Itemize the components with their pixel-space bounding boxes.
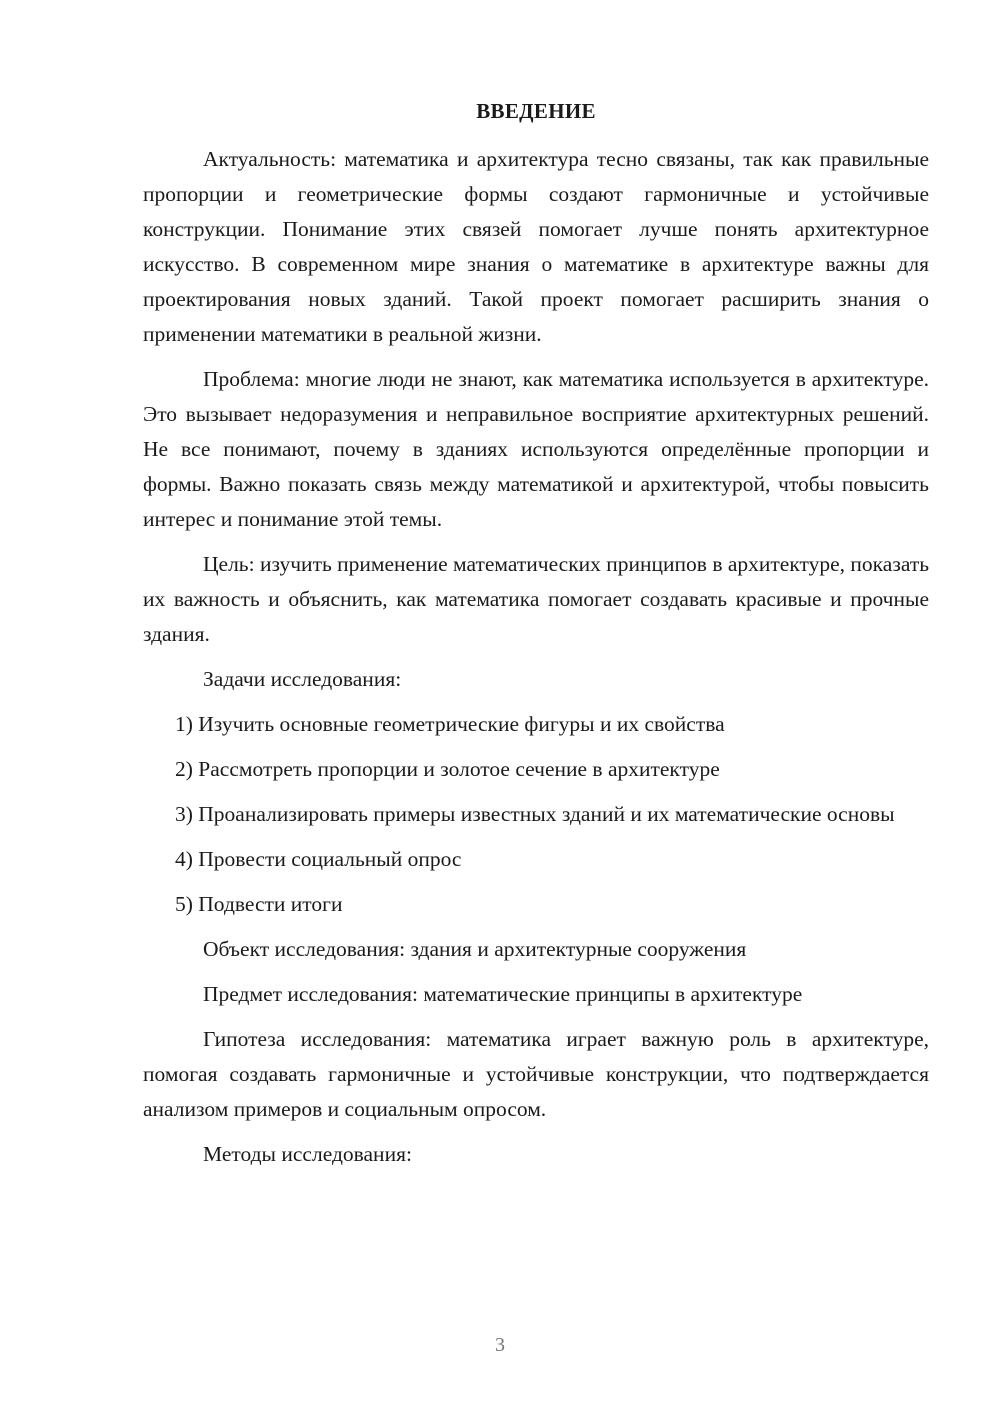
- tasks-title: Задачи исследования:: [203, 667, 402, 691]
- page-title: ВВЕДЕНИЕ: [476, 99, 596, 123]
- goal-paragraph: Цель: изучить применение математических принципов в архитектуре, показать их важность и объяснить, как математика помогает создавать красивые и прочные здания.: [143, 552, 930, 646]
- task-item-4: 4) Провести социальный опрос: [175, 847, 462, 871]
- page-number: 3: [495, 1334, 505, 1356]
- task-item-3: 3) Проанализировать примеры известных зданий и их математические основы: [175, 802, 895, 826]
- hypothesis-paragraph: Гипотеза исследования: математика играет важную роль в архитектуре, помогая создавать гармоничные и устойчивые конструкции, что подтверждается анализом примеров и социальным опросом.: [143, 1027, 929, 1121]
- research-object: Объект исследования: здания и архитектурные сооружения: [203, 937, 747, 961]
- problem-paragraph: Проблема: многие люди не знают, как математика используется в архитектуре. Это вызывает недоразумения и неправильное восприятие архитектурных решений. Не все понимают, почему в зданиях используются определённые пропорции и формы. Важно показать связь между математикой и архитектурой, чтобы повысить интерес и понимание этой темы.: [143, 367, 929, 531]
- document-page: [143, 94, 929, 1182]
- methods-title: Методы исследования:: [203, 1142, 412, 1166]
- relevance-paragraph: Актуальность: математика и архитектура тесно связаны, так как правильные пропорции и геометрические формы создают гармоничные и устойчивые конструкции. Понимание этих связей помогает лучше понять архитектурное искусство. В современном мире знания о математике в архитектуре важны для проектирования новых зданий. Такой проект помогает расширить знания о применении математики в реальной жизни.: [143, 147, 929, 346]
- task-item-1: 1) Изучить основные геометрические фигуры и их свойства: [175, 712, 725, 736]
- task-item-5: 5) Подвести итоги: [175, 892, 343, 916]
- research-subject: Предмет исследования: математические принципы в архитектуре: [203, 982, 803, 1006]
- task-item-2: 2) Рассмотреть пропорции и золотое сечение в архитектуре: [175, 757, 720, 781]
